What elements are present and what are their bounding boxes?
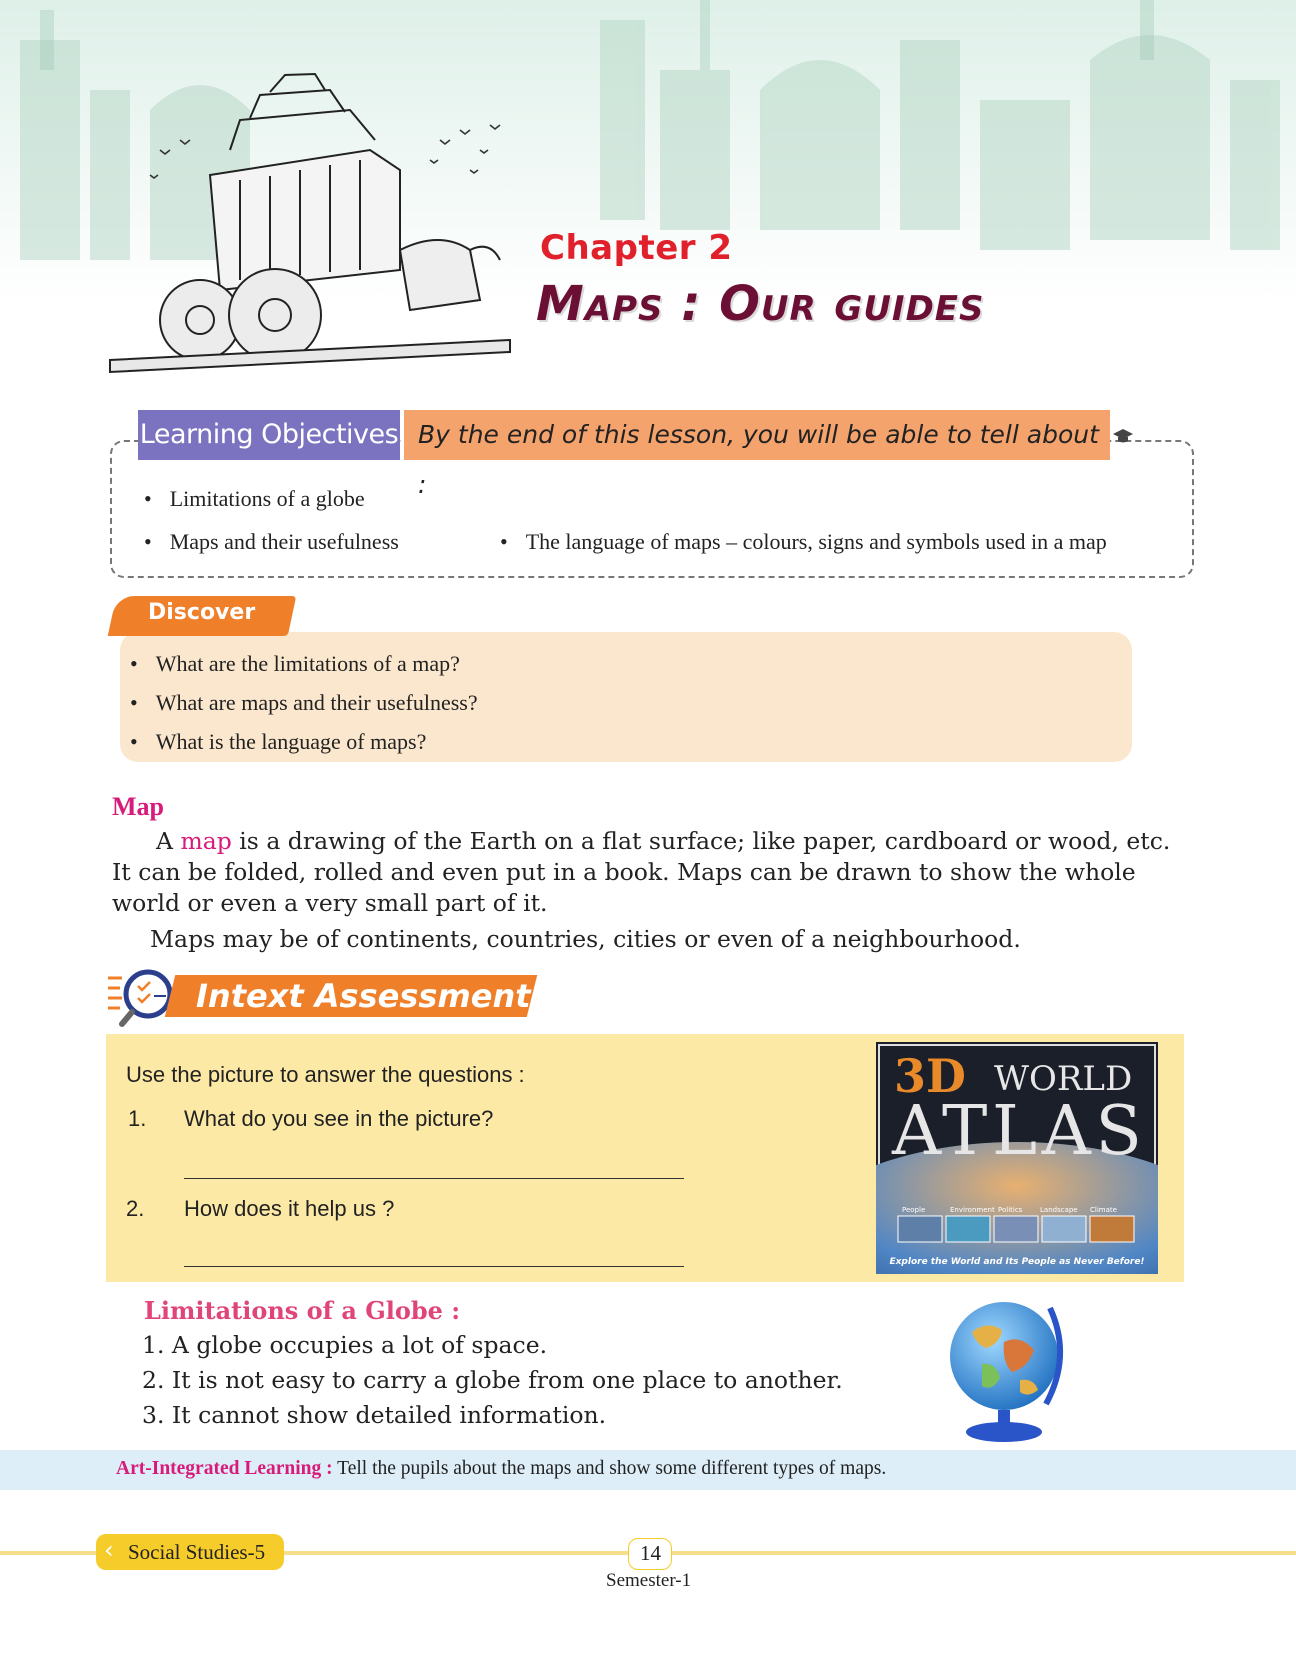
discover-label: Discover — [148, 600, 256, 625]
discover-item: • What are the limitations of a map? — [130, 651, 460, 677]
objective-item: • The language of maps – colours, signs and symbols used in a map — [500, 529, 1107, 555]
objective-item: • Limitations of a globe — [144, 486, 365, 512]
assessment-instruction: Use the picture to answer the questions : — [126, 1062, 525, 1087]
chapter-label: Chapter 2 — [540, 228, 733, 268]
learning-objectives-tab: Learning Objectives — [138, 410, 400, 460]
map-paragraph-line: It can be folded, rolled and even put in a book. Maps can be drawn to show the whole — [112, 858, 1136, 886]
atlas-category: Politics — [998, 1206, 1023, 1214]
atlas-category: Climate — [1090, 1206, 1117, 1214]
map-paragraph-line — [112, 826, 1184, 857]
discover-item: • What are maps and their usefulness? — [130, 690, 478, 716]
keyword-map: map — [180, 827, 232, 855]
section-heading-map: Map — [112, 792, 164, 821]
learning-objectives-intro: By the end of this lesson, you will be able to tell about : — [404, 410, 1110, 460]
limitation-item: 2. It is not easy to carry a globe from one place to another. — [142, 1366, 843, 1394]
atlas-category: Landscape — [1040, 1206, 1078, 1214]
atlas-3d-text: 3D — [894, 1049, 966, 1103]
art-integrated-label: Art-Integrated Learning : — [116, 1458, 333, 1479]
question-number: 2. — [126, 1196, 145, 1221]
assessment-title: Intext Assessment — [196, 977, 531, 1015]
answer-line[interactable] — [184, 1266, 684, 1267]
atlas-world-text: WORLD — [994, 1059, 1133, 1099]
art-integrated-body: Tell the pupils about the maps and show some different types of maps. — [332, 1458, 887, 1479]
answer-line[interactable] — [184, 1178, 684, 1179]
text-span: A — [156, 827, 181, 855]
limitation-item: 3. It cannot show detailed information. — [142, 1401, 607, 1429]
discover-item: • What is the language of maps? — [130, 729, 426, 755]
question-text: What do you see in the picture? — [184, 1106, 494, 1131]
objective-item: • Maps and their usefulness — [144, 529, 399, 555]
assessment-magnifier-icon — [108, 966, 178, 1030]
map-paragraph-2: Maps may be of continents, countries, cities or even of a neighbourhood. — [150, 925, 1021, 953]
atlas-tagline: Explore the World and Its People as Never Before! — [889, 1257, 1145, 1267]
semester-label: Semester-1 — [606, 1570, 692, 1591]
graduation-cap-icon — [1112, 428, 1134, 444]
limitation-item: 1. A globe occupies a lot of space. — [142, 1331, 548, 1359]
question-text: How does it help us ? — [184, 1196, 395, 1221]
atlas-category: Environment — [950, 1206, 995, 1214]
chevron-left-icon: ‹ — [104, 1536, 114, 1564]
map-paragraph-line: world or even a very small part of it. — [112, 889, 548, 917]
art-integrated-text — [116, 1458, 886, 1480]
text-span: is a drawing of the Earth on a flat surface; like paper, cardboard or wood, etc. — [231, 827, 1171, 855]
page-number: 14 — [640, 1541, 661, 1565]
atlas-category: People — [902, 1206, 926, 1214]
atlas-cover-image — [876, 1042, 1158, 1274]
book-name: Social Studies-5 — [128, 1540, 266, 1564]
globe-image — [942, 1292, 1072, 1444]
atlas-title-text: ATLAS — [892, 1092, 1142, 1171]
question-number: 1. — [128, 1106, 147, 1131]
limitations-heading: Limitations of a Globe : — [144, 1296, 461, 1325]
chapter-title: Maps : Our guides — [536, 276, 985, 332]
